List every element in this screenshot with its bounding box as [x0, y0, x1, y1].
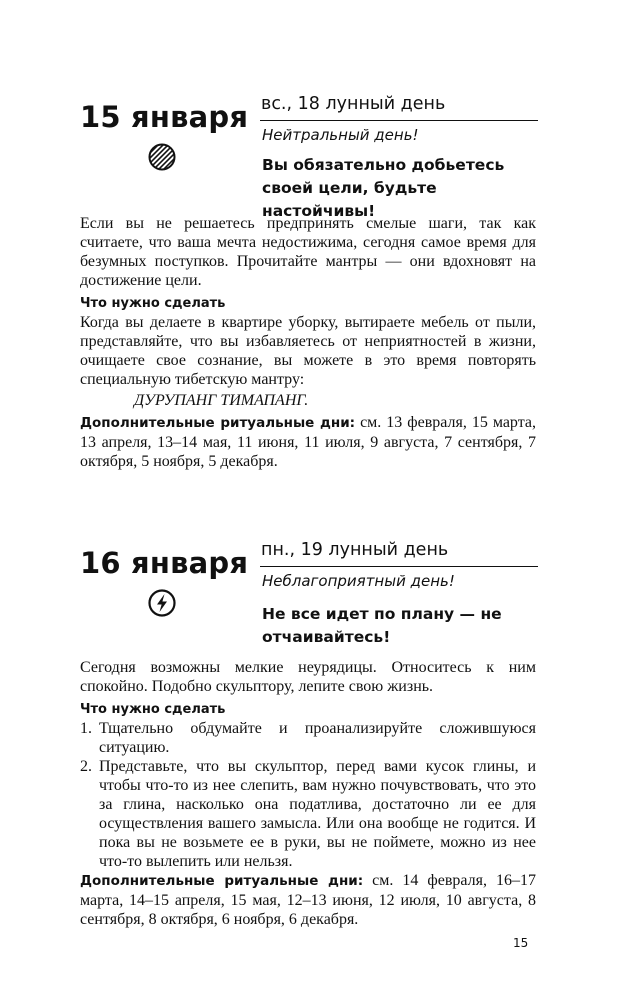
list-item	[80, 719, 536, 757]
todo-text: Когда вы делаете в квартире уборку, вытираете мебель от пыли, представляйте, что вы избавляетесь от неприятностей в жизни, очищаете свое сознание, вы можете в это время повторять специальную тибетскую мантру:	[80, 314, 536, 388]
step-number: 2.	[80, 758, 92, 775]
todo-heading: Что нужно сделать	[80, 702, 226, 717]
ritual-days	[80, 871, 536, 929]
intro-paragraph: Сегодня возможны мелкие неурядицы. Относитесь к ним спокойно. Подобно скульптору, лепите свою жизнь.	[80, 659, 536, 695]
weekday-lunar-day: пн., 19 лунный день	[261, 540, 449, 560]
entry-body	[80, 658, 536, 929]
mantra: ДУРУПАНГ ТИМАПАНГ.	[134, 392, 309, 409]
weekday-lunar-day: вс., 18 лунный день	[261, 94, 446, 114]
todo-heading: Что нужно сделать	[80, 296, 226, 311]
step-number: 1.	[80, 720, 92, 737]
entry-date: 16 января	[80, 546, 249, 580]
step-text: Представьте, что вы скульптор, перед вами кусок глины, и чтобы что-то из нее слепить, вам нужно почувствовать, что это за глина, насколько она податлива, достаточно ли ее для осуществления вашего замысла. Или она вообще не годится. И пока вы не возьмете ее в руки, вы не поймете, можно из нее что-то вылепить или нельзя.	[99, 758, 536, 870]
ritual-days-list: см. 14 февраля, 16–17 марта, 14–15 апреля, 15 мая, 12–13 июня, 12 июля, 10 августа, 8 сентября, 8 октября, 6 ноября, 6 декабря.	[80, 872, 537, 928]
entry-headline: Вы обязательно добьетесь своей цели, будьте настойчивы!	[262, 156, 505, 220]
hatched-circle-icon	[147, 142, 177, 172]
entry-headline: Не все идет по плану — не отчаивайтесь!	[262, 605, 502, 646]
ritual-days-label: Дополнительные ритуальные дни:	[80, 415, 356, 431]
header-rule	[260, 120, 538, 121]
day-type: Нейтральный день!	[262, 126, 419, 144]
step-text: Тщательно обдумайте и проанализируйте сложившуюся ситуацию.	[99, 720, 536, 756]
lightning-circle-icon	[147, 588, 177, 618]
entry-body	[80, 214, 536, 471]
ritual-days	[80, 413, 536, 471]
day-type: Неблагоприятный день!	[262, 572, 455, 590]
entry-date: 15 января	[80, 100, 249, 134]
ritual-days-label: Дополнительные ритуальные дни:	[80, 873, 364, 889]
page-number: 15	[513, 936, 529, 950]
intro-paragraph: Если вы не решаетесь предпринять смелые шаги, так как считаете, что ваша мечта недостижима, сегодня самое время для безумных поступков. Прочитайте мантры — они вдохновят на достижение цели.	[80, 215, 536, 289]
ritual-days-list: см. 13 февраля, 15 марта, 13 апреля, 13–14 мая, 11 июня, 11 июля, 9 августа, 7 сентября, 7 октября, 5 ноября, 5 декабря.	[80, 414, 537, 470]
header-rule	[260, 566, 538, 567]
steps-list	[80, 719, 536, 871]
list-item	[80, 757, 536, 871]
